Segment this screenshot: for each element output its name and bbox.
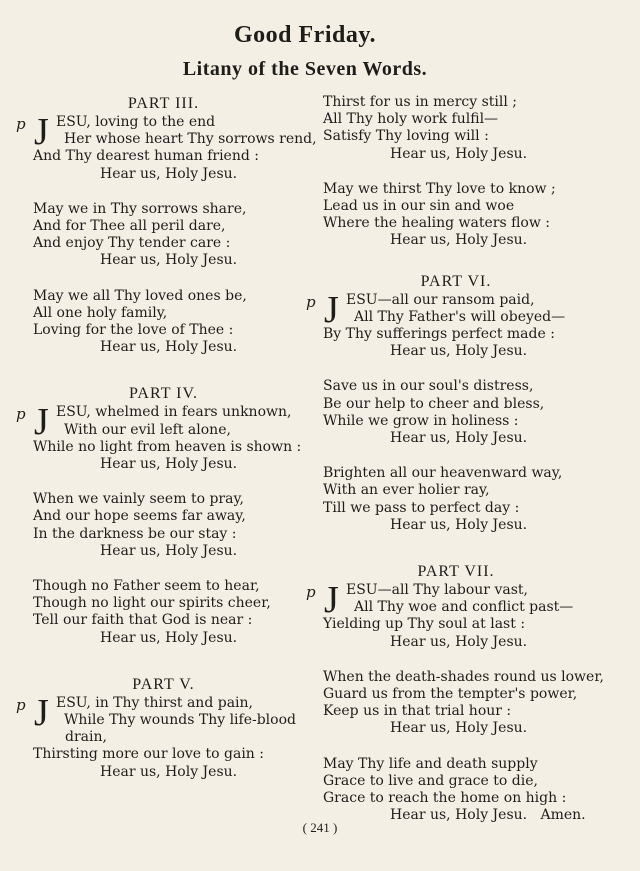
verse-line: All Thy woe and conflict past—: [354, 599, 574, 616]
verse: [16, 691, 311, 781]
verse-line: And our hope seems far away,: [33, 508, 246, 525]
part-heading: PART III.: [127, 95, 200, 112]
part-heading: PART V.: [132, 675, 195, 693]
refrain-line: Hear us, Holy Jesu.: [100, 763, 238, 780]
dynamic-marking: p: [16, 115, 26, 133]
verse-line: And Thy dearest human friend :: [33, 148, 259, 165]
drop-cap: J: [324, 579, 339, 622]
refrain-line: Hear us, Holy Jesu.: [100, 456, 238, 473]
verse: [16, 491, 311, 560]
verse: [306, 288, 606, 361]
verse-line: In the darkness be our stay :: [33, 525, 237, 542]
left-column: [16, 94, 317, 781]
page-title: Good Friday.: [233, 22, 377, 48]
verse-line: Keep us in that trial hour :: [323, 703, 512, 720]
drop-cap: J: [34, 691, 49, 734]
refrain-line: Hear us, Holy Jesu.: [390, 232, 528, 249]
refrain-line: Hear us, Holy Jesu.: [100, 339, 238, 356]
verse: [306, 465, 606, 534]
verse: [16, 201, 311, 270]
part-heading: PART IV.: [129, 385, 198, 403]
verse-line: Till we pass to perfect day :: [323, 499, 520, 516]
verse-line: ESU, whelmed in fears unknown,: [56, 404, 292, 421]
verse: [306, 378, 606, 447]
verse: [306, 756, 606, 825]
verse-line: Loving for the love of Thee :: [33, 322, 234, 339]
part-heading: PART VI.: [420, 272, 492, 290]
refrain-line: Hear us, Holy Jesu.: [100, 165, 238, 182]
verse-line: Save us in our soul's distress,: [323, 378, 534, 395]
verse-line: Satisfy Thy loving will :: [323, 128, 489, 145]
verse-line: And enjoy Thy tender care :: [33, 235, 231, 252]
refrain-line: Hear us, Holy Jesu.: [390, 516, 528, 533]
verse: [16, 401, 311, 473]
verse-line: Tell our faith that God is near :: [33, 612, 253, 629]
refrain-line: Hear us, Holy Jesu.: [390, 720, 528, 737]
verse-line: ESU, loving to the end: [56, 114, 216, 130]
verse-line: Lead us in our sin and woe: [323, 198, 515, 215]
verse-line: Thirst for us in mercy still ;: [323, 94, 517, 110]
verse-line: With our evil left alone,: [64, 421, 231, 438]
dynamic-marking: p: [16, 405, 26, 424]
verse-line: Guard us from the tempter's power,: [323, 686, 578, 703]
refrain-line: Hear us, Holy Jesu.: [390, 343, 528, 360]
dynamic-marking: p: [16, 695, 26, 714]
verse-line: ESU—all our ransom paid,: [346, 291, 535, 308]
verse-line: While Thy wounds Thy life-blood: [64, 712, 296, 729]
dynamic-marking: p: [306, 292, 316, 311]
verse-line: drain,: [65, 729, 107, 746]
verse-line: Where the healing waters flow :: [323, 215, 551, 232]
refrain-line: Hear us, Holy Jesu.: [100, 252, 238, 269]
verse-line: Brighten all our heavenward way,: [323, 465, 563, 482]
verse-line: May we in Thy sorrows share,: [33, 200, 247, 217]
verse-line: ESU, in Thy thirst and pain,: [56, 694, 253, 711]
verse-line: Yielding up Thy soul at last :: [323, 616, 526, 633]
verse: [306, 181, 606, 250]
verse: [16, 288, 311, 357]
right-column: [306, 94, 606, 825]
verse-line: May we all Thy loved ones be,: [33, 287, 247, 304]
verse-line: While we grow in holiness :: [323, 412, 519, 429]
refrain-line: Hear us, Holy Jesu.: [100, 629, 238, 646]
verse: [306, 579, 606, 651]
page-subtitle: Litany of the Seven Words.: [182, 58, 428, 80]
refrain-line-amen: Hear us, Holy Jesu. Amen.: [390, 807, 586, 824]
verse-line: By Thy sufferings perfect made :: [323, 326, 555, 343]
refrain-line: Hear us, Holy Jesu.: [390, 430, 528, 447]
verse-line: Though no light our spirits cheer,: [33, 595, 271, 612]
dynamic-marking: p: [306, 583, 316, 602]
verse-line: When the death-shades round us lower,: [323, 668, 604, 685]
drop-cap: J: [34, 401, 49, 444]
verse: [306, 94, 606, 163]
refrain-line: Hear us, Holy Jesu.: [100, 542, 238, 559]
drop-cap: J: [324, 288, 339, 331]
verse-line: ESU—all Thy labour vast,: [346, 582, 528, 599]
verse-line: When we vainly seem to pray,: [33, 491, 244, 508]
verse-line: Grace to live and grace to die,: [323, 772, 538, 789]
verse-line: Be our help to cheer and bless,: [323, 395, 545, 412]
verse-line: May Thy life and death supply: [323, 755, 538, 772]
verse-line: Her whose heart Thy sorrows rend,: [64, 131, 317, 148]
verse-line: And for Thee all peril dare,: [33, 218, 226, 235]
verse-line: While no light from heaven is shown :: [33, 438, 302, 455]
verse: [306, 669, 606, 738]
verse-line: All one holy family,: [33, 304, 168, 321]
verse-line: Thirsting more our love to gain :: [33, 746, 264, 763]
refrain-line: Hear us, Holy Jesu.: [390, 633, 528, 650]
verse-line: All Thy holy work fulfil—: [323, 111, 499, 128]
verse-line: Though no Father seem to hear,: [33, 578, 260, 595]
verse-line: May we thirst Thy love to know ;: [323, 180, 556, 197]
page-number: ( 241 ): [302, 820, 338, 835]
verse-line: All Thy Father's will obeyed—: [354, 308, 566, 325]
verse-line: With an ever holier ray,: [323, 482, 490, 499]
drop-cap: J: [34, 111, 49, 153]
part-heading: PART VII.: [417, 563, 495, 581]
verse-line: Grace to reach the home on high :: [323, 790, 567, 807]
verse: [16, 578, 311, 647]
verse: [16, 111, 317, 183]
refrain-line: Hear us, Holy Jesu.: [390, 145, 528, 162]
